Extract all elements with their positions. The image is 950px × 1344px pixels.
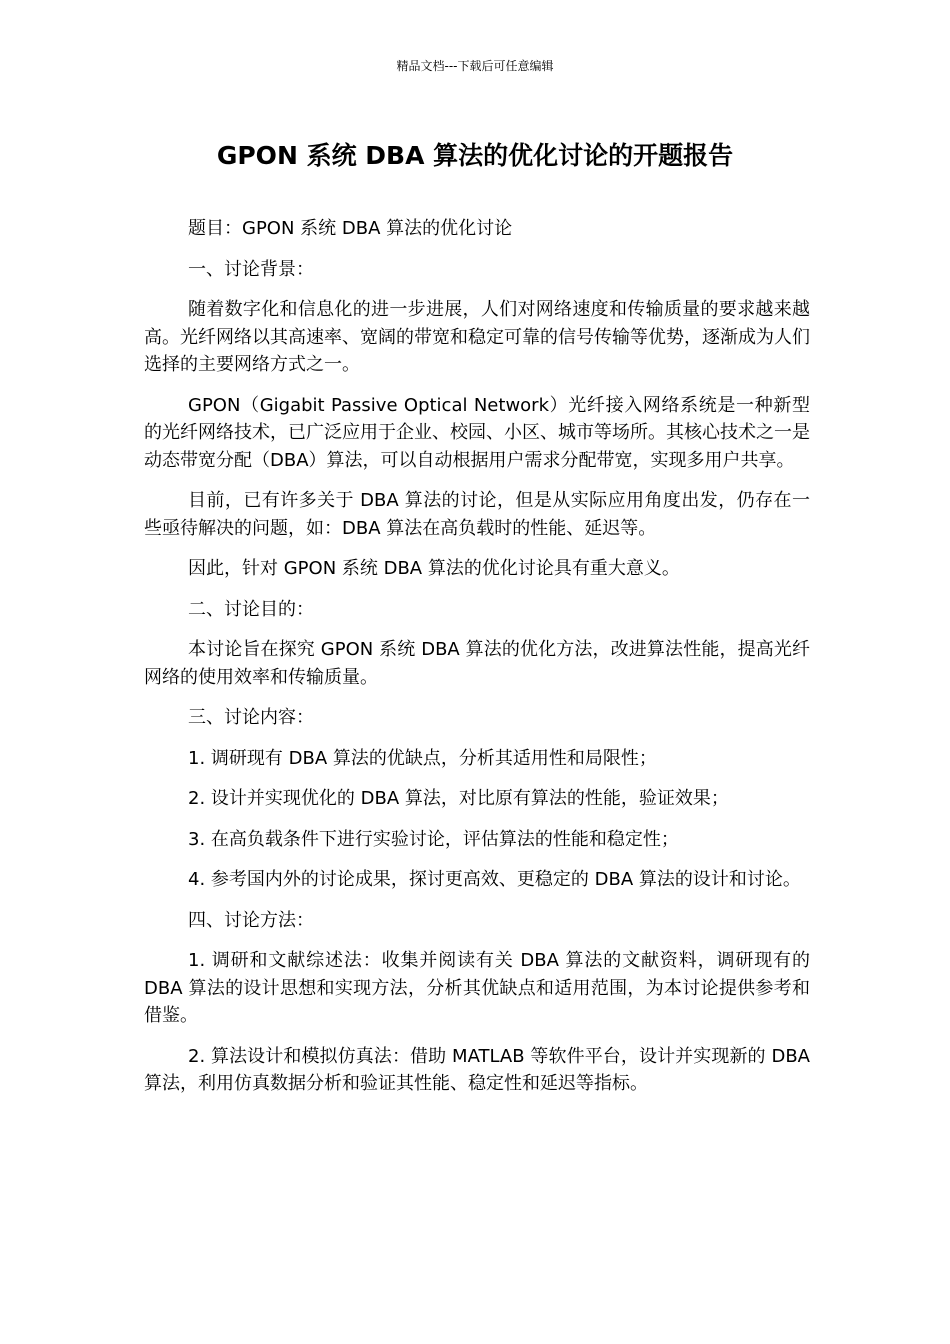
background-paragraph-2: GPON（Gigabit Passive Optical Network）光纤接入网络系统是一种新型的光纤网络技术，已广泛应用于企业、校园、小区、城市等场所。其核心技术之一是动态带宽分配（DBA）算法，可以自动根据用户需求分配带宽，实现多用户共享。 [144, 394, 810, 471]
method-item-1: 1. 调研和文献综述法：收集并阅读有关 DBA 算法的文献资料，调研现有的 DBA 算法的设计思想和实现方法，分析其优缺点和适用范围，为本讨论提供参考和借鉴。 [144, 950, 810, 1026]
document-body [144, 215, 810, 1111]
section-heading-content: 三、讨论内容： [188, 707, 314, 728]
background-paragraph-1: 随着数字化和信息化的进一步进展，人们对网络速度和传输质量的要求越来越高。光纤网络以其高速率、宽阔的带宽和稳定可靠的信号传输等优势，逐渐成为人们选择的主要网络方式之一。 [144, 299, 810, 375]
section-heading-background: 一、讨论背景： [188, 258, 314, 280]
purpose-paragraph: 本讨论旨在探究 GPON 系统 DBA 算法的优化方法，改进算法性能，提高光纤网络的使用效率和传输质量。 [144, 639, 810, 688]
content-item-3: 3. 在高负载条件下进行实验讨论，评估算法的性能和稳定性； [188, 828, 679, 850]
background-paragraph-3: 目前，已有许多关于 DBA 算法的讨论，但是从实际应用角度出发，仍存在一些亟待解决的问题，如：DBA 算法在高负载时的性能、延迟等。 [144, 490, 810, 539]
method-item-2: 2. 算法设计和模拟仿真法：借助 MATLAB 等软件平台，设计并实现新的 DBA 算法，利用仿真数据分析和验证其性能、稳定性和延迟等指标。 [144, 1045, 810, 1094]
content-item-1: 1. 调研现有 DBA 算法的优缺点，分析其适用性和局限性； [188, 747, 657, 769]
content-item-4: 4. 参考国内外的讨论成果，探讨更高效、更稳定的 DBA 算法的设计和讨论。 [188, 869, 801, 890]
content-item-2: 2. 设计并实现优化的 DBA 算法，对比原有算法的性能，验证效果； [188, 788, 729, 809]
page-header-note: 精品文档---下载后可任意编辑 [396, 59, 554, 73]
topic-line: 题目：GPON 系统 DBA 算法的优化讨论 [188, 218, 513, 239]
section-heading-purpose: 二、讨论目的： [188, 598, 314, 620]
background-paragraph-4: 因此，针对 GPON 系统 DBA 算法的优化讨论具有重大意义。 [188, 558, 680, 579]
section-heading-method: 四、讨论方法： [188, 909, 314, 931]
document-title: GPON 系统 DBA 算法的优化讨论的开题报告 [216, 141, 734, 170]
